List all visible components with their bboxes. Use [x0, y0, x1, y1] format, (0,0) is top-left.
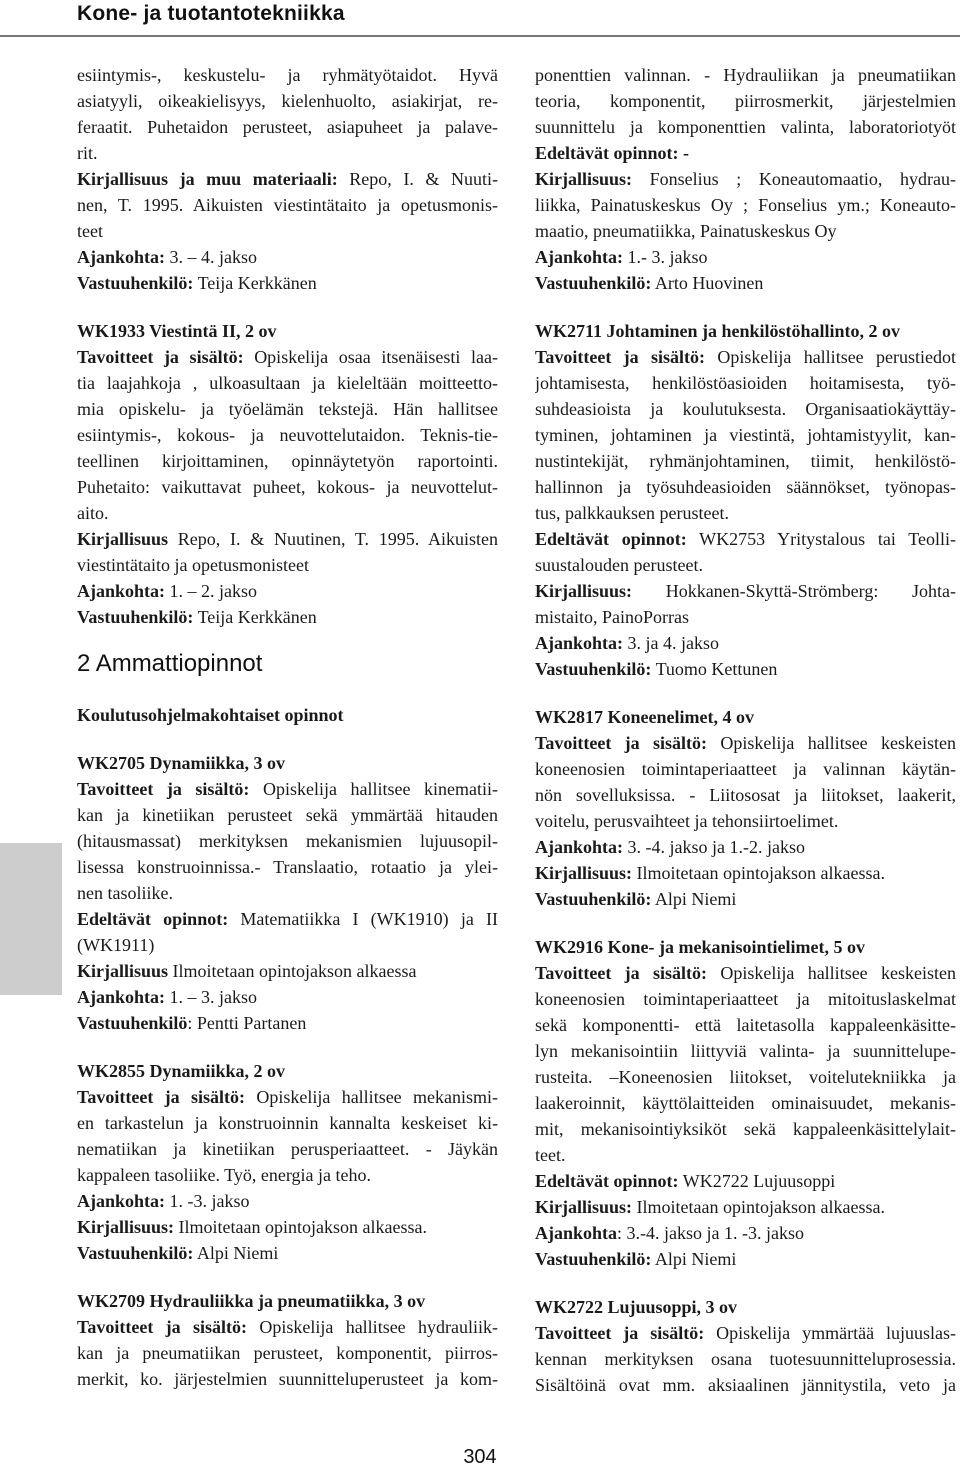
literature-text: Ilmoitetaan opintojakson alkaessa.	[174, 1217, 427, 1237]
responsible-text: Alpi Niemi	[651, 1249, 737, 1269]
text-line: ponenttien valinnan. - Hydrauliikan ja pneumatiikan	[535, 65, 956, 85]
text-line: teet	[77, 221, 103, 241]
goals-text: Opiskelija hallitsee perustiedot	[705, 347, 956, 367]
text-line: kappaleen tasoliike. Työ, energia ja teho.	[77, 1165, 371, 1185]
literature-line	[77, 1214, 498, 1240]
text-line: rusteita. –Koneenosien liitokset, voitelutekniikka ja	[535, 1067, 956, 1087]
text-line: (WK1911)	[77, 935, 155, 955]
responsible-text: Tuomo Kettunen	[651, 659, 778, 679]
goals-text: Opiskelija hallitsee hydrauliik-	[247, 1317, 498, 1337]
literature-line	[77, 526, 498, 552]
literature-text: Hokkanen-Skyttä-Strömberg: Johta-	[632, 581, 956, 601]
spacer	[535, 1272, 956, 1294]
prerequisites-label: Edeltävät opinnot:	[535, 1171, 679, 1191]
goals-line	[535, 344, 956, 370]
text-line: Puhetaito: vaikuttavat puheet, kokous- ja neuvottelut-	[77, 477, 498, 497]
course-wk2705	[77, 750, 498, 1036]
text-line: laakeroinnit, käyttölaitteiden ominaisuudet, mekanis-	[535, 1093, 956, 1113]
responsible-label: Vastuuhenkilö	[77, 1013, 188, 1033]
goals-label: Tavoitteet ja sisältö:	[77, 1087, 246, 1107]
literature-line	[535, 578, 956, 604]
text-line: suunnittelu ja komponenttien valinta, laboratoriotyöt	[535, 117, 956, 137]
timing-line	[535, 834, 956, 860]
course-title: WK2916 Kone- ja mekanisointielimet, 5 ov	[535, 937, 865, 957]
literature-label: Kirjallisuus:	[535, 863, 633, 883]
left-column	[77, 62, 498, 1392]
text-line: nen, T. 1995. Aikuisten viestintätaito ja opetusmonis-	[77, 195, 498, 215]
text-line: teet.	[535, 1145, 566, 1165]
responsible-line	[535, 270, 956, 296]
timing-text: 3. ja 4. jakso	[623, 633, 720, 653]
goals-text: Opiskelija ymmärtää lujuuslas-	[704, 1323, 956, 1343]
text-line: viestintätaito ja opetusmonisteet	[77, 555, 309, 575]
responsible-line	[77, 1240, 498, 1266]
prerequisites-line	[535, 526, 956, 552]
course-title: WK2722 Lujuusoppi, 3 ov	[535, 1297, 738, 1317]
prerequisites-label: Edeltävät opinnot:	[535, 529, 687, 549]
text-line: kan ja kinetiikan perusteet sekä ymmärtää hitauden	[77, 805, 498, 825]
prerequisites-text: WK2722 Lujuusoppi	[678, 1171, 836, 1191]
text-line: (hitausmassat) merkityksen mekanismien lujuusopil-	[77, 831, 498, 851]
timing-label: Ajankohta:	[77, 247, 166, 267]
course-title: WK1933 Viestintä II, 2 ov	[77, 321, 277, 341]
responsible-text: : Pentti Partanen	[187, 1013, 307, 1033]
text-line: Sisältöinä ovat mm. aksiaalinen jännitystila, veto ja	[535, 1375, 956, 1395]
timing-line	[77, 244, 498, 270]
timing-line	[77, 1188, 498, 1214]
spacer	[535, 912, 956, 934]
timing-text: : 3.-4. jakso ja 1. -3. jakso	[617, 1223, 805, 1243]
spacer	[535, 682, 956, 704]
course-title: WK2817 Koneenelimet, 4 ov	[535, 707, 754, 727]
goals-label: Tavoitteet ja sisältö:	[77, 347, 244, 367]
text-line: mistaito, PainoPorras	[535, 607, 689, 627]
prerequisites-line	[535, 1168, 956, 1194]
text-line: mia opiskelu- ja työelämän tekstejä. Hän hallitsee	[77, 399, 498, 419]
timing-label: Ajankohta:	[535, 247, 624, 267]
text-line: lisessa konstruoinnissa.- Translaatio, rotaatio ja ylei-	[77, 857, 498, 877]
text-line: sekä komponentti- että laitetasolla kappaleenkäsitte-	[535, 1015, 956, 1035]
prerequisites-line	[77, 906, 498, 932]
text-line: en tarkastelun ja konstruoinnin kannalta keskeiset ki-	[77, 1113, 498, 1133]
text-line: esiintymis-, keskustelu- ja ryhmätyötaidot. Hyvä	[77, 65, 498, 85]
text-line: feraatit. Puhetaidon perusteet, asiapuheet ja palave-	[77, 117, 498, 137]
goals-label: Tavoitteet ja sisältö:	[77, 1317, 248, 1337]
timing-text: 1. – 3. jakso	[165, 987, 258, 1007]
text-line: koneenosien toimintaperiaatteet ja valinnan käytän-	[535, 759, 956, 779]
course-wk1933	[77, 318, 498, 630]
timing-text: 1. – 2. jakso	[165, 581, 258, 601]
text-line: nen tasoliike.	[77, 883, 173, 903]
timing-line	[535, 244, 956, 270]
literature-label: Kirjallisuus:	[535, 1197, 633, 1217]
literature-label: Kirjallisuus	[77, 961, 169, 981]
course-title: WK2705 Dynamiikka, 3 ov	[77, 753, 286, 773]
responsible-label: Vastuuhenkilö:	[535, 1249, 652, 1269]
text-line: kennan merkityksen osana tuotesuunnitteluprosessia.	[535, 1349, 956, 1369]
course-wk2817	[535, 704, 956, 912]
spacer	[535, 296, 956, 318]
header-rule	[0, 35, 960, 37]
literature-text: Repo, I. & Nuuti-	[337, 169, 498, 189]
text-line: tia laajahkoja , ulkoasultaan ja kieleltään moitteetto-	[77, 373, 498, 393]
timing-text: 3. -4. jakso ja 1.-2. jakso	[623, 837, 805, 857]
responsible-text: Alpi Niemi	[193, 1243, 279, 1263]
course-title: WK2711 Johtaminen ja henkilöstöhallinto, 2 ov	[535, 321, 901, 341]
timing-label: Ajankohta:	[77, 581, 166, 601]
course-wk2855	[77, 1058, 498, 1266]
goals-line	[535, 1320, 956, 1346]
timing-line	[77, 578, 498, 604]
spacer	[77, 1266, 498, 1288]
timing-label: Ajankohta:	[77, 1191, 166, 1211]
intro-block	[77, 62, 498, 296]
goals-label: Tavoitteet ja sisältö:	[77, 779, 250, 799]
text-line: hallinnon ja työsuhdeasioiden säännökset, työnopas-	[535, 477, 956, 497]
literature-line	[535, 860, 956, 886]
text-line: suhdeasioista ja koulutuksesta. Organisaatiokäyttäy-	[535, 399, 956, 419]
literature-text: Ilmoitetaan opintojakson alkaessa	[168, 961, 417, 981]
text-line: suustalouden perusteet.	[535, 555, 703, 575]
course-wk2709	[77, 1288, 498, 1392]
spacer	[77, 630, 498, 644]
section-heading: 2 Ammattiopinnot	[77, 650, 263, 677]
literature-line	[535, 166, 956, 192]
text-line: koneenosien toimintaperiaatteet ja mitoituslaskelmat	[535, 989, 956, 1009]
text-line: mit, mekanisointiyksiköt sekä kappaleenkäsittelylait-	[535, 1119, 956, 1139]
goals-text: Opiskelija hallitsee kinematii-	[249, 779, 498, 799]
course-title: WK2709 Hydrauliikka ja pneumatiikka, 3 ov	[77, 1291, 426, 1311]
text-line: merkit, ko. järjestelmien suunnitteluperusteet ja kom-	[77, 1369, 498, 1389]
responsible-line	[77, 270, 498, 296]
course-title: WK2855 Dynamiikka, 2 ov	[77, 1061, 286, 1081]
text-line: esiintymis-, kokous- ja neuvottelutaidon. Teknis-tie-	[77, 425, 498, 445]
literature-label: Kirjallisuus:	[535, 169, 633, 189]
text-line: asiatyyli, oikeakielisyys, kielenhuolto, asiakirjat, re-	[77, 91, 498, 111]
responsible-label: Vastuuhenkilö:	[535, 889, 652, 909]
running-header: Kone- ja tuotantotekniikka	[77, 2, 345, 25]
timing-text: 1.- 3. jakso	[623, 247, 708, 267]
goals-text: Opiskelija hallitsee mekanismi-	[245, 1087, 498, 1107]
timing-text: 1. -3. jakso	[165, 1191, 250, 1211]
text-line: voitelu, perusvaihteet ja tehonsiirtoelimet.	[535, 811, 839, 831]
goals-line	[77, 344, 498, 370]
literature-line	[77, 166, 498, 192]
goals-line	[77, 776, 498, 802]
text-line: tyminen, johtaminen ja viestintä, johtamistyylit, kan-	[535, 425, 956, 445]
literature-label: Kirjallisuus	[77, 529, 169, 549]
timing-text: 3. – 4. jakso	[165, 247, 258, 267]
side-tab-marker	[0, 843, 62, 995]
goals-label: Tavoitteet ja sisältö:	[535, 963, 708, 983]
responsible-text: Alpi Niemi	[651, 889, 737, 909]
responsible-line	[77, 1010, 498, 1036]
spacer	[77, 296, 498, 318]
literature-text: Ilmoitetaan opintojakson alkaessa.	[632, 1197, 885, 1217]
course-wk2711	[535, 318, 956, 682]
page-number: 304	[463, 1446, 497, 1468]
course-wk2709-continued	[535, 62, 956, 296]
course-wk2916	[535, 934, 956, 1272]
text-line: teoria, komponentit, piirrosmerkit, järjestelmien	[535, 91, 956, 111]
responsible-text: Teija Kerkkänen	[193, 273, 317, 293]
timing-label: Ajankohta:	[77, 987, 166, 1007]
responsible-label: Vastuuhenkilö:	[535, 659, 652, 679]
timing-line	[535, 630, 956, 656]
prerequisites-line: Edeltävät opinnot: -	[535, 143, 690, 163]
text-line: maatio, pneumatiikka, Painatuskeskus Oy	[535, 221, 837, 241]
text-line: johtamisesta, henkilöstöasioiden hoitamisesta, työ-	[535, 373, 956, 393]
timing-line	[535, 1220, 956, 1246]
literature-label: Kirjallisuus:	[535, 581, 633, 601]
goals-label: Tavoitteet ja sisältö:	[535, 733, 708, 753]
text-line: tus, palkkauksen perusteet.	[535, 503, 729, 523]
timing-line	[77, 984, 498, 1010]
literature-label: Kirjallisuus:	[77, 1217, 175, 1237]
goals-text: Opiskelija hallitsee keskeisten	[707, 733, 956, 753]
literature-label: Kirjallisuus ja muu materiaali:	[77, 169, 338, 189]
responsible-label: Vastuuhenkilö:	[77, 273, 194, 293]
timing-label: Ajankohta:	[535, 837, 624, 857]
goals-text: Opiskelija osaa itsenäisesti laa-	[243, 347, 498, 367]
course-wk2722	[535, 1294, 956, 1398]
right-column	[535, 62, 956, 1398]
subsection-heading: Koulutusohjelmakohtaiset opinnot	[77, 705, 344, 725]
responsible-label: Vastuuhenkilö:	[535, 273, 652, 293]
text-line: nustintekijät, ryhmänjohtaminen, tiimit, henkilöstö-	[535, 451, 956, 471]
literature-text: Repo, I. & Nuutinen, T. 1995. Aikuisten	[168, 529, 498, 549]
text-line: kan ja pneumatiikan perusteet, komponentit, piirros-	[77, 1343, 498, 1363]
responsible-line	[535, 1246, 956, 1272]
goals-line	[535, 730, 956, 756]
literature-line	[535, 1194, 956, 1220]
responsible-text: Teija Kerkkänen	[193, 607, 317, 627]
spacer	[77, 728, 498, 750]
text-line: nön sovelluksissa. - Liitososat ja liitokset, laakerit,	[535, 785, 956, 805]
literature-line	[77, 958, 498, 984]
goals-line	[77, 1314, 498, 1340]
goals-line	[77, 1084, 498, 1110]
goals-label: Tavoitteet ja sisältö:	[535, 347, 706, 367]
spacer	[77, 684, 498, 702]
responsible-line	[535, 656, 956, 682]
timing-label: Ajankohta:	[535, 633, 624, 653]
responsible-label: Vastuuhenkilö:	[77, 1243, 194, 1263]
literature-text: Fonselius ; Koneautomaatio, hydrau-	[632, 169, 956, 189]
responsible-label: Vastuuhenkilö:	[77, 607, 194, 627]
spacer	[77, 1036, 498, 1058]
goals-label: Tavoitteet ja sisältö:	[535, 1323, 705, 1343]
timing-label: Ajankohta	[535, 1223, 618, 1243]
responsible-line	[77, 604, 498, 630]
responsible-text: Arto Huovinen	[651, 273, 764, 293]
literature-text: Ilmoitetaan opintojakson alkaessa.	[632, 863, 885, 883]
text-line: rit.	[77, 143, 98, 163]
prerequisites-label: Edeltävät opinnot:	[77, 909, 229, 929]
prerequisites-text: WK2753 Yritystalous tai Teolli-	[686, 529, 956, 549]
text-line: teellinen kirjoittaminen, opinnäytetyön raportointi.	[77, 451, 498, 471]
text-line: lyn mekanisointiin liittyviä valinta- ja suunnittelupe-	[535, 1041, 956, 1061]
responsible-line	[535, 886, 956, 912]
goals-line	[535, 960, 956, 986]
text-line: nematiikan ja kinetiikan perusperiaatteet. - Jäykän	[77, 1139, 498, 1159]
text-line: liikka, Painatuskeskus Oy ; Fonselius ym.; Koneauto-	[535, 195, 956, 215]
goals-text: Opiskelija hallitsee keskeisten	[707, 963, 956, 983]
prerequisites-text: Matematiikka I (WK1910) ja II	[228, 909, 498, 929]
text-line: aito.	[77, 503, 109, 523]
